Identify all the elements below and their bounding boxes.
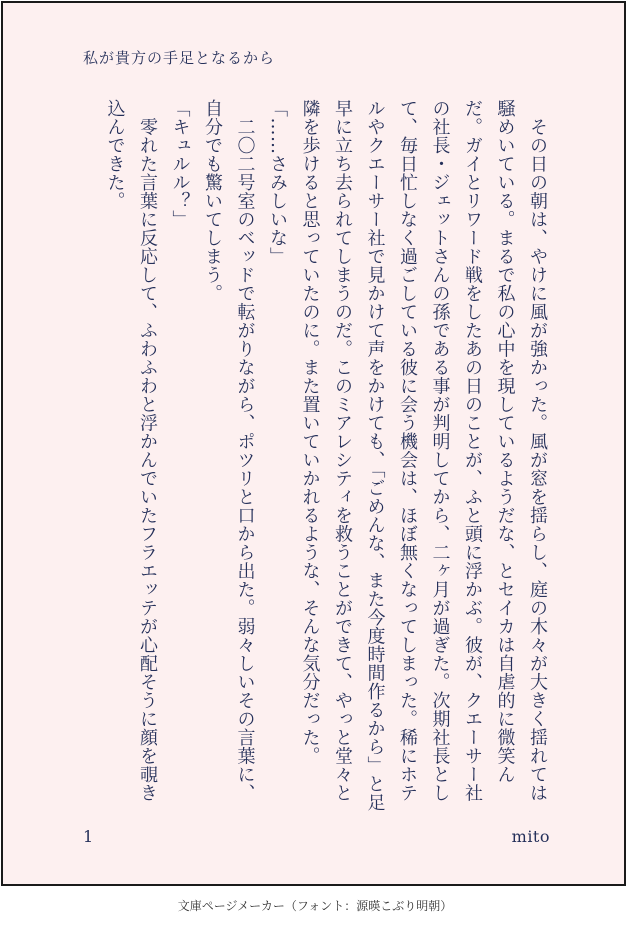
- generator-caption: 文庫ページメーカー（フォント：源暎こぶり明朝）: [177, 899, 453, 913]
- paragraph-3: 二〇二号室のベッドで転がりながら、ポツリと口から出た。弱々しいその言葉に、自分でも驚いてしまう。: [202, 99, 256, 802]
- paragraph-2: 「……さみしいな」: [267, 99, 288, 266]
- author-name: mito: [511, 827, 550, 846]
- page-number: 1: [83, 827, 94, 846]
- paragraph-4: 「キュルル？」: [169, 99, 191, 229]
- paragraph-5: 零れた言葉に反応して、ふわふわと浮かんでいたフラエッテが心配そうに顔を覗き込んできた。: [104, 99, 158, 802]
- vertical-body-text: [69, 99, 553, 813]
- page-title: 私が貴方の手足となるから: [83, 49, 276, 67]
- book-page: [1, 1, 626, 886]
- paragraph-1: その日の朝は、やけに風が強かった。風が窓を揺らし、庭の木々が大きく揺れては騒めいている。まるで私の心中を現しているようだな、とセイカは自虐的に微笑んだ。ガイとリワード戦をしたあの日のことが、ふと頭に浮かぶ。彼が、クエーサー社の社長・ジェットさんの孫である事が判明してから、二ヶ月が過ぎた。次期社長として、毎日忙しなく過ごしている彼に会う機会は、ほぼ無くなってしまった。稀にホテルやクエーサー社で見かけて声をかけても、「ごめんな、また今度時間作るから」と足早に立ち去られてしまうのだ。このミアレシティを救うことができて、やっと堂々と隣を歩けると思っていたのに。また置いていかれるような、そんな気分だった。: [299, 99, 548, 812]
